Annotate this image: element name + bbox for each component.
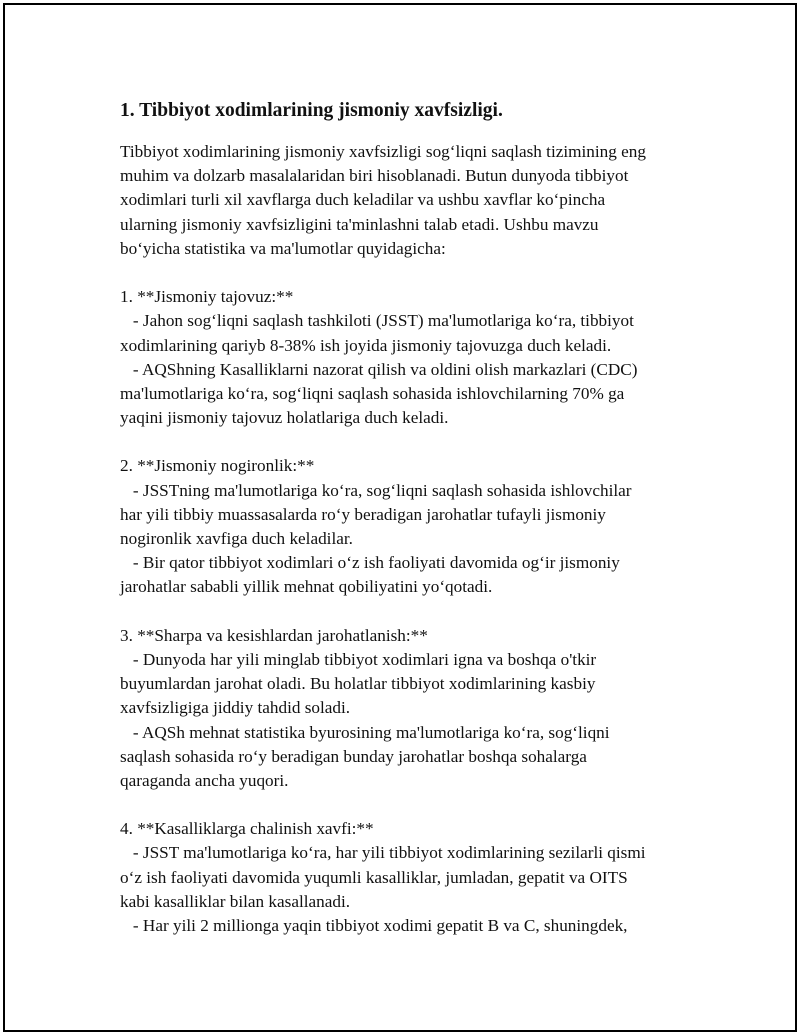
list-section-physical-disability — [120, 454, 710, 599]
text-line: kabi kasalliklar bilan kasallanadi. — [120, 891, 351, 911]
text-line: - Jahon sog‘liqni saqlash tashkiloti (JSST) ma'lumotlariga ko‘ra, tibbiyot — [120, 311, 634, 331]
text-line: - Bir qator tibbiyot xodimlari o‘z ish faoliyati davomida og‘ir jismoniy — [120, 553, 620, 573]
text-line: ularning jismoniy xavfsizligini ta'minlashni talab etadi. Ushbu mavzu — [120, 214, 599, 234]
paragraph-gap — [120, 430, 710, 454]
text-line: - JSST ma'lumotlariga ko‘ra, har yili tibbiyot xodimlarining sezilarli qismi — [120, 843, 646, 863]
paragraph-gap — [120, 261, 710, 285]
list-item-title: 4. **Kasalliklarga chalinish xavfi:** — [120, 819, 374, 839]
text-line: - JSSTning ma'lumotlariga ko‘ra, sog‘liqni saqlash sohasida ishlovchilar — [120, 480, 632, 500]
text-line: muhim va dolzarb masalalaridan biri hisoblanadi. Butun dunyoda tibbiyot — [120, 166, 629, 186]
text-line: - Dunyoda har yili minglab tibbiyot xodimlari igna va boshqa o'tkir — [120, 649, 597, 669]
text-line: o‘z ish faoliyati davomida yuqumli kasalliklar, jumladan, gepatit va OITS — [120, 867, 628, 887]
text-line: yaqini jismoniy tajovuz holatlariga duch keladi. — [120, 408, 449, 428]
text-line: saqlash sohasida ro‘y beradigan bunday jarohatlar boshqa sohalarga — [120, 746, 587, 766]
text-line: buyumlardan jarohat oladi. Bu holatlar tibbiyot xodimlarining kasbiy — [120, 674, 596, 694]
text-line: xodimlarining qariyb 8-38% ish joyida jismoniy tajovuzga duch keladi. — [120, 335, 612, 355]
document-body — [120, 98, 710, 938]
text-line: - AQShning Kasalliklarni nazorat qilish va oldini olish markazlari (CDC) — [120, 359, 638, 379]
list-item-title: 1. **Jismoniy tajovuz:** — [120, 287, 294, 307]
text-line: - AQSh mehnat statistika byurosining ma'lumotlariga ko‘ra, sog‘liqni — [120, 722, 610, 742]
text-line: - Har yili 2 millionga yaqin tibbiyot xodimi gepatit B va C, shuningdek, — [120, 916, 628, 935]
list-item-title: 3. **Sharpa va kesishlardan jarohatlanish:** — [120, 625, 428, 645]
section-heading: 1. Tibbiyot xodimlarining jismoniy xavfsizligi. — [120, 100, 503, 121]
paragraph-gap — [120, 793, 710, 817]
list-section-sharp-injuries — [120, 624, 710, 793]
text-line: qaraganda ancha yuqori. — [120, 770, 289, 790]
page-frame — [3, 3, 797, 1032]
text-line: Tibbiyot xodimlarining jismoniy xavfsizligi sog‘liqni saqlash tizimining eng — [120, 142, 646, 161]
list-section-physical-assault — [120, 285, 710, 430]
text-line: ma'lumotlariga ko‘ra, sog‘liqni saqlash sohasida ishlovchilarning 70% ga — [120, 383, 625, 403]
intro-paragraph — [120, 140, 710, 261]
paragraph-gap — [120, 600, 710, 624]
text-line: nogironlik xavfiga duch keladilar. — [120, 529, 353, 548]
text-line: xavfsizligiga jiddiy tahdid soladi. — [120, 698, 351, 718]
text-line: xodimlari turli xil xavflarga duch keladilar va ushbu xavflar ko‘pincha — [120, 190, 606, 210]
list-item-title: 2. **Jismoniy nogironlik:** — [120, 456, 315, 476]
text-line: jarohatlar sababli yillik mehnat qobiliyatini yo‘qotadi. — [120, 577, 493, 597]
text-line: har yili tibbiy muassasalarda ro‘y beradigan jarohatlar tufayli jismoniy — [120, 504, 606, 524]
text-line: bo‘yicha statistika va ma'lumotlar quyidagicha: — [120, 238, 446, 258]
list-section-disease-risk — [120, 817, 710, 938]
